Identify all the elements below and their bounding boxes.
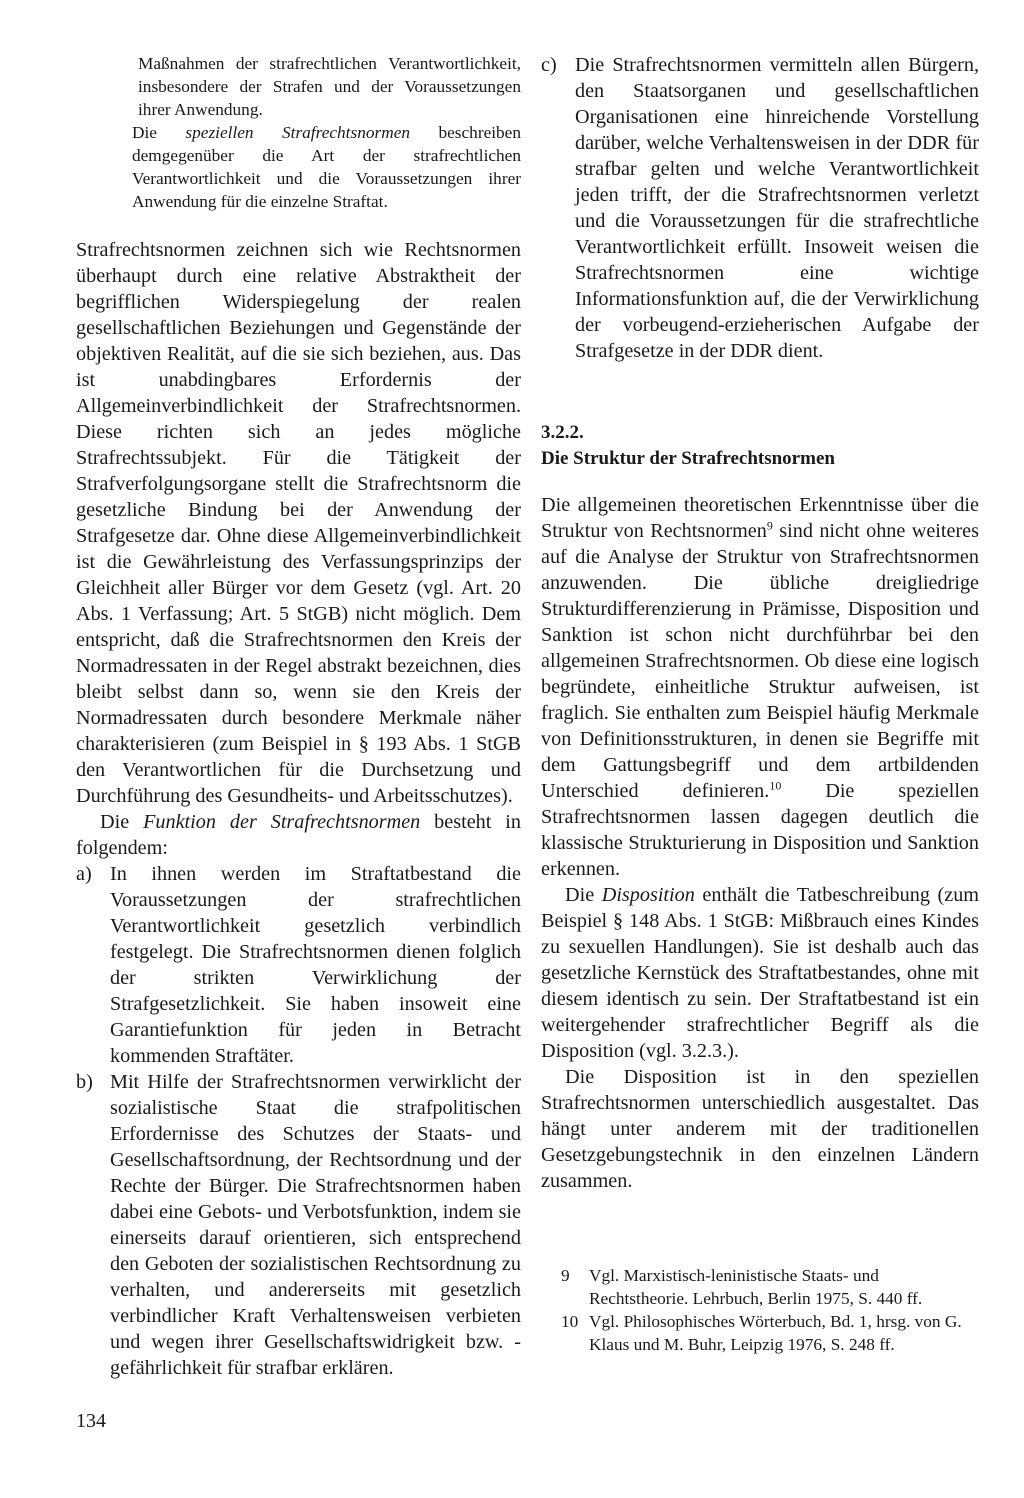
rp2-emphasis: Disposition — [601, 884, 695, 906]
left-column — [76, 52, 521, 1381]
list-label-b: b) — [76, 1071, 93, 1093]
right-paragraph-3: Die Disposition ist in den speziellen Strafrechtsnormen unterschiedlich ausgestaltet. Das hängt unter anderem mit der traditionellen Gesetzgebungstechnik in den einzelnen Ländern zusammen. — [541, 1066, 979, 1192]
footnote-text: Vgl. Marxistisch-leninistische Staats- und Rechtstheorie. Lehrbuch, Berlin 1975, S. 440 ff. — [589, 1266, 923, 1308]
spacer — [76, 213, 521, 237]
list-text-c: Die Strafrechtsnormen vermitteln allen Bürgern, den Staatsorganen und gesellschaftlichen Organisationen eine hinreichende Vorstellung darüber, welche Verhaltensweisen in der DDR für strafbar gelten und welche Verantwortlichkeit jeden trifft, der die Strafrechtsnormen verletzt und die Voraussetzungen für die strafrechtliche Verantwortlichkeit erfüllt. Insoweit weisen die Strafrechtsnormen eine wichtige Informationsfunktion auf, die der Verwirklichung der vorbeugend-erzieherischen Aufgabe der Strafgesetze in der DDR dient. — [575, 54, 979, 362]
rp2-prefix: Die — [565, 884, 602, 906]
para2-emphasis: Funktion der Strafrechtsnormen — [143, 811, 421, 833]
right-column — [541, 52, 979, 1194]
right-paragraph-2 — [541, 882, 979, 1064]
para2-prefix: Die — [100, 811, 144, 833]
footnote-10 — [561, 1310, 977, 1356]
section-number: 3.2.2. — [541, 422, 584, 443]
footnote-number: 10 — [561, 1312, 579, 1331]
rp1-part-a: Die allgemeinen theoretischen Erkenntnisse über die Struktur von Rechtsnormen — [541, 494, 979, 542]
list-text-a: In ihnen werden im Straftatbestand die Voraussetzungen der strafrechtlichen Verantwortlichkeit gesetzlich verbindlich festgelegt. Die Strafrechtsnormen dienen folglich der strikten Verwirklichung der Strafgesetzlichkeit. Sie haben insoweit eine Garantiefunktion für jeden in Betracht kommenden Straftäter. — [110, 863, 521, 1067]
section-title: Die Struktur der Strafrechtsnormen — [541, 448, 835, 469]
footnote-9 — [561, 1264, 977, 1310]
rp2-rest: enthält die Tatbeschreibung (zum Beispiel § 148 Abs. 1 StGB: Mißbrauch eines Kindes zu sexuellen Handlungen). Sie ist deshalb auch das gesetzliche Kernstück des Straftatbestandes, ohne mit diesem identisch zu sein. Der Straftatbestand ist ein weitergehender strafrechtlicher Begriff als die Disposition (vgl. 3.2.3.). — [541, 884, 979, 1062]
footnote-ref-10: 10 — [769, 778, 782, 793]
list-item-a — [76, 861, 521, 1069]
quote-p2-prefix: Die — [132, 123, 186, 142]
para2-rest: besteht in folgendem: — [76, 811, 521, 859]
list-item-c — [541, 52, 979, 364]
footnotes — [561, 1264, 977, 1356]
quote-p2-emphasis: speziellen Strafrechtsnormen — [185, 123, 411, 142]
quote-paragraph-2 — [76, 121, 521, 213]
footnote-number: 9 — [561, 1266, 570, 1285]
list-item-b — [76, 1069, 521, 1381]
right-paragraph-1 — [541, 492, 979, 882]
list-label-a: a) — [76, 863, 92, 885]
body-paragraph-1: Strafrechtsnormen zeichnen sich wie Rechtsnormen überhaupt durch eine relative Abstraktheit der begrifflichen Widerspiegelung der realen gesellschaftlichen Beziehungen und Gegenstände der objektiven Realität, auf die sie sich beziehen, aus. Das ist unabdingbares Erfordernis der Allgemeinverbindlichkeit der Strafrechtsnormen. Diese richten sich an jedes mögliche Strafrechtssubjekt. Für die Tätigkeit der Strafverfolgungsorgane stellt die Strafrechtsnorm die gesetzliche Bindung bei der Anwendung der Strafgesetze dar. Ohne diese Allgemeinverbindlichkeit ist die Gewährleistung des Verfassungsprinzips der Gleichheit aller Bürger vor dem Gesetz (vgl. Art. 20 Abs. 1 Verfassung; Art. 5 StGB) nicht möglich. Dem entspricht, daß die Strafrechtsnormen den Kreis der Normadressaten in der Regel abstrakt bezeichnen, dies bleibt selbst dann so, wenn sie den Kreis der Normadressaten durch besondere Merkmale näher charakterisieren (zum Beispiel in § 193 Abs. 1 StGB den Verantwortlichen für die Durchsetzung und Durchführung des Gesundheits- und Arbeitsschutzes). — [76, 239, 521, 807]
quote-paragraph-1: Maßnahmen der strafrechtlichen Verantwortlichkeit, insbesondere der Strafen und der Voraussetzungen ihrer Anwendung. — [138, 54, 521, 119]
footnote-text: Vgl. Philosophisches Wörterbuch, Bd. 1, hrsg. von G. Klaus und M. Buhr, Leipzig 1976, S. 248 ff. — [589, 1312, 962, 1354]
page-number: 134 — [76, 1410, 106, 1432]
body-paragraph-2 — [76, 809, 521, 861]
rp1-part-b: sind nicht ohne weiteres auf die Analyse der Struktur von Strafrechtsnormen anzuwenden. Die übliche dreigliedrige Strukturdifferenzierung in Prämisse, Disposition und Sanktion ist schon nicht durchführbar bei den allgemeinen Strafrechtsnormen. Ob diese eine logisch begründete, einheitliche Struktur aufweisen, ist fraglich. Sie enthalten zum Beispiel häufig Merkmale von Definitionsstrukturen, in denen sie Begriffe mit dem Gattungsbegriff und dem artbildenden Unterschied definieren. — [541, 520, 979, 802]
rp1-part-c: Die speziellen Strafrechtsnormen lassen dagegen deutlich die klassische Strukturierung in Disposition und Sanktion erkennen. — [541, 780, 979, 880]
quote-p2-rest: beschreiben demgegenüber die Art der strafrechtlichen Verantwortlichkeit und die Voraussetzungen ihrer Anwendung für die einzelne Straftat. — [132, 123, 521, 211]
list-label-c: c) — [541, 54, 557, 76]
footnote-ref-9: 9 — [766, 518, 773, 533]
list-text-b: Mit Hilfe der Strafrechtsnormen verwirklicht der sozialistische Staat die strafpolitischen Erfordernisse des Schutzes der Staats- und Gesellschaftsordnung, der Rechtsordnung und der Rechte der Bürger. Die Strafrechtsnormen haben dabei eine Gebots- und Verbotsfunktion, indem sie einerseits darauf orientieren, sich entsprechend den Geboten der sozialistischen Rechtsordnung zu verhalten, und andererseits mit gesetzlich verbindlicher Kraft Verhaltensweisen verbieten und wegen ihrer Gesellschaftswidrigkeit bzw. -gefährlichkeit für strafbar erklären. — [110, 1071, 521, 1379]
